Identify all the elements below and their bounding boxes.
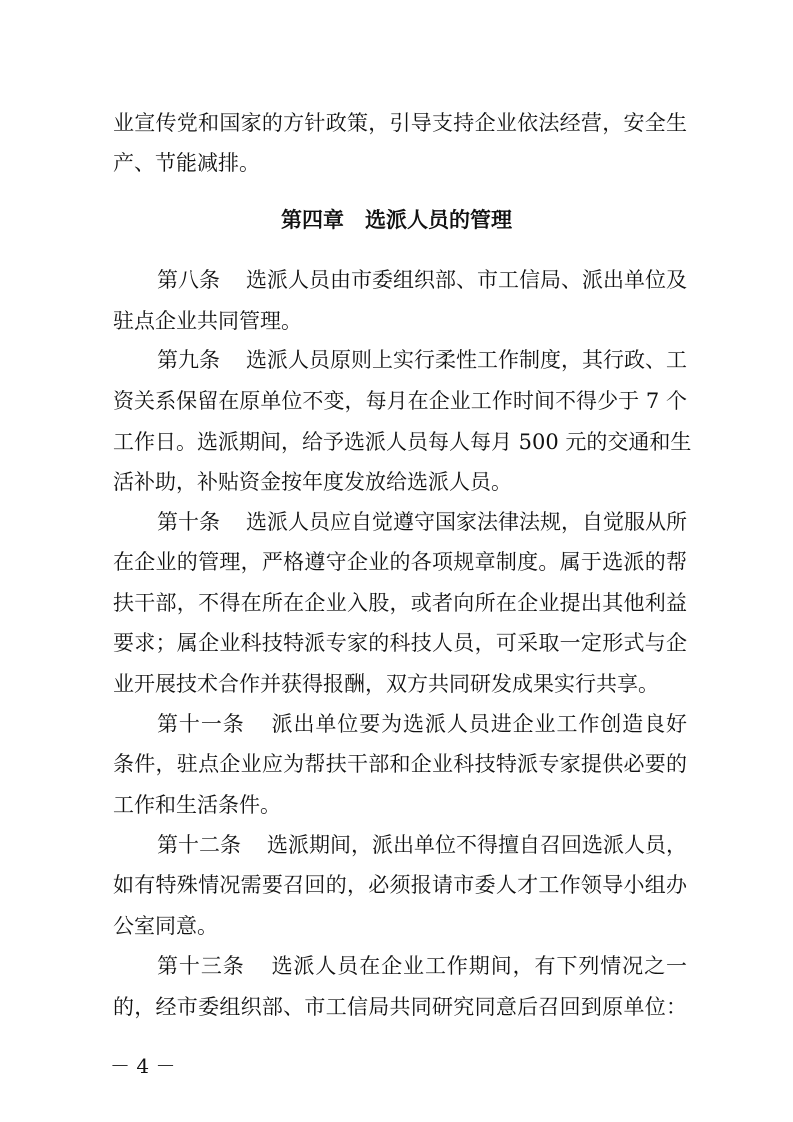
article-12-first-line bbox=[157, 830, 687, 860]
intro-line-1: 业宣传党和国家的方针政策，引导支持企业依法经营，安全生 bbox=[113, 111, 687, 135]
article-9-line-3: 工作日。选派期间，给予选派人员每人每月 500 元的交通和生 bbox=[113, 430, 692, 454]
article-9-line-4: 活补助，补贴资金按年度发放给选派人员。 bbox=[113, 470, 512, 494]
article-label: 第十一条 bbox=[157, 712, 245, 736]
article-9-first-line bbox=[157, 345, 687, 375]
article-12-line-3: 公室同意。 bbox=[113, 914, 218, 938]
article-label: 第十条 bbox=[157, 510, 220, 534]
article-text: 选派期间，派出单位不得擅自召回选派人员， bbox=[267, 833, 687, 857]
article-10-line-3: 扶干部，不得在所在企业入股，或者向所在企业提出其他利益 bbox=[113, 591, 687, 615]
article-9-line-2: 资关系保留在原单位不变，每月在企业工作时间不得少于 7 个 bbox=[113, 389, 687, 413]
article-8-first-line bbox=[157, 265, 687, 295]
article-8-line-2: 驻点企业共同管理。 bbox=[113, 309, 302, 333]
chapter-title: 第四章 选派人员的管理 bbox=[281, 208, 512, 232]
article-text: 选派人员原则上实行柔性工作制度，其行政、工 bbox=[246, 348, 687, 372]
article-text: 选派人员由市委组织部、市工信局、派出单位及 bbox=[246, 268, 687, 292]
article-10-line-2: 在企业的管理，严格遵守企业的各项规章制度。属于选派的帮 bbox=[113, 550, 687, 574]
article-label: 第八条 bbox=[157, 268, 220, 292]
article-11-line-2: 条件，驻点企业应为帮扶干部和企业科技特派专家提供必要的 bbox=[113, 752, 687, 776]
page-number: － 4 － bbox=[110, 1054, 176, 1078]
article-13-first-line bbox=[157, 951, 687, 981]
article-label: 第十二条 bbox=[157, 833, 241, 857]
article-10-line-4: 要求；属企业科技特派专家的科技人员，可采取一定形式与企 bbox=[113, 631, 687, 655]
article-12-line-2: 如有特殊情况需要召回的，必须报请市委人才工作领导小组办 bbox=[113, 873, 687, 897]
article-label: 第十三条 bbox=[157, 954, 245, 978]
article-13-line-2: 的，经市委组织部、市工信局共同研究同意后召回到原单位： bbox=[113, 995, 687, 1019]
article-text: 选派人员应自觉遵守国家法律法规，自觉服从所 bbox=[246, 510, 687, 534]
intro-line-2: 产、节能减排。 bbox=[113, 151, 260, 175]
article-11-first-line bbox=[157, 709, 687, 739]
article-10-first-line bbox=[157, 507, 687, 537]
article-text: 派出单位要为选派人员进企业工作创造良好 bbox=[270, 712, 688, 736]
article-11-line-3: 工作和生活条件。 bbox=[113, 793, 281, 817]
article-label: 第九条 bbox=[157, 348, 220, 372]
article-text: 选派人员在企业工作期间，有下列情况之一 bbox=[270, 954, 688, 978]
article-10-line-5: 业开展技术合作并获得报酬，双方共同研发成果实行共享。 bbox=[113, 672, 659, 696]
